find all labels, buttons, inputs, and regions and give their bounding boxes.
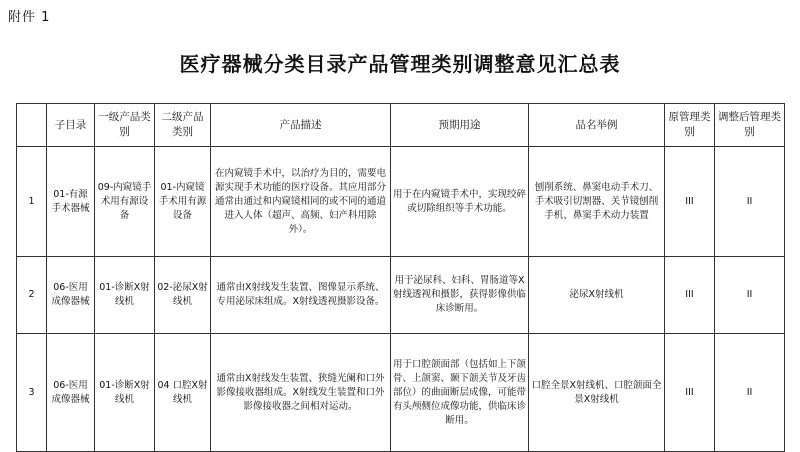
table-row: [17, 147, 785, 257]
cell-sub-catalog: 01-有源手术器械: [47, 147, 95, 257]
page-title: 医疗器械分类目录产品管理类别调整意见汇总表: [179, 52, 621, 76]
attachment-label: 附件 1: [8, 10, 51, 25]
cell-no: 1: [17, 147, 47, 257]
cell-level1: 01-诊断X射线机: [95, 334, 155, 452]
cell-original-class: III: [665, 334, 715, 452]
cell-intended-use: 用于口腔颌面部（包括如上下颌骨、上颌窦、颞下颌关节及牙齿部位）的曲面断层成像，可能带有头颅侧位成像功能，供临床诊断用。: [391, 334, 529, 452]
col-header-level1: 一级产品类别: [95, 104, 155, 147]
col-header-examples: 品名举例: [529, 104, 665, 147]
cell-level2: 02-泌尿X射线机: [155, 257, 211, 334]
cell-adjusted-class: II: [715, 147, 785, 257]
table-row: [17, 257, 785, 334]
col-header-intended-use: 预期用途: [391, 104, 529, 147]
cell-sub-catalog: 06-医用成像器械: [47, 334, 95, 452]
col-header-level2: 二级产品类别: [155, 104, 211, 147]
cell-intended-use: 用于泌尿科、妇科、胃肠道等X射线透视和摄影，获得影像供临床诊断用。: [391, 257, 529, 334]
cell-level1: 01-诊断X射线机: [95, 257, 155, 334]
adjustment-table: [16, 103, 785, 452]
col-header-no: [17, 104, 47, 147]
col-header-sub-catalog: 子目录: [47, 104, 95, 147]
table-row: [17, 334, 785, 452]
cell-no: 2: [17, 257, 47, 334]
cell-level1: 09-内窥镜手术用有源设备: [95, 147, 155, 257]
cell-sub-catalog: 06-医用成像器械: [47, 257, 95, 334]
cell-level2: 04 口腔X射线机: [155, 334, 211, 452]
cell-original-class: III: [665, 147, 715, 257]
cell-description: 通常由X射线发生装置、图像显示系统、专用泌尿床组成。X射线透视摄影设备。: [211, 257, 391, 334]
col-header-description: 产品描述: [211, 104, 391, 147]
cell-examples: 刨削系统、鼻窦电动手术刀、手术吸引切割器、关节镜刨削手机、鼻窦手术动力装置: [529, 147, 665, 257]
cell-description: 在内窥镜手术中，以治疗为目的，需要电源实现手术功能的医疗设备。其应用部分通常由通过和内窥镜相同的或不同的通道进入人体（超声、高频、妇产科用除外）。: [211, 147, 391, 257]
cell-examples: 口腔全景X射线机、口腔颌面全景X射线机: [529, 334, 665, 452]
cell-original-class: III: [665, 257, 715, 334]
cell-adjusted-class: II: [715, 334, 785, 452]
cell-level2: 01-内窥镜手术用有源设备: [155, 147, 211, 257]
cell-examples: 泌尿X射线机: [529, 257, 665, 334]
header-row: [17, 104, 785, 147]
cell-intended-use: 用于在内窥镜手术中，实现绞碎或切除组织等手术功能。: [391, 147, 529, 257]
col-header-adjusted-class: 调整后管理类别: [715, 104, 785, 147]
cell-description: 通常由X射线发生装置、狭缝光阑和口外影像接收器组成。X射线发生装置和口外影像接收器之间相对运动。: [211, 334, 391, 452]
cell-adjusted-class: II: [715, 257, 785, 334]
cell-no: 3: [17, 334, 47, 452]
col-header-original-class: 原管理类别: [665, 104, 715, 147]
